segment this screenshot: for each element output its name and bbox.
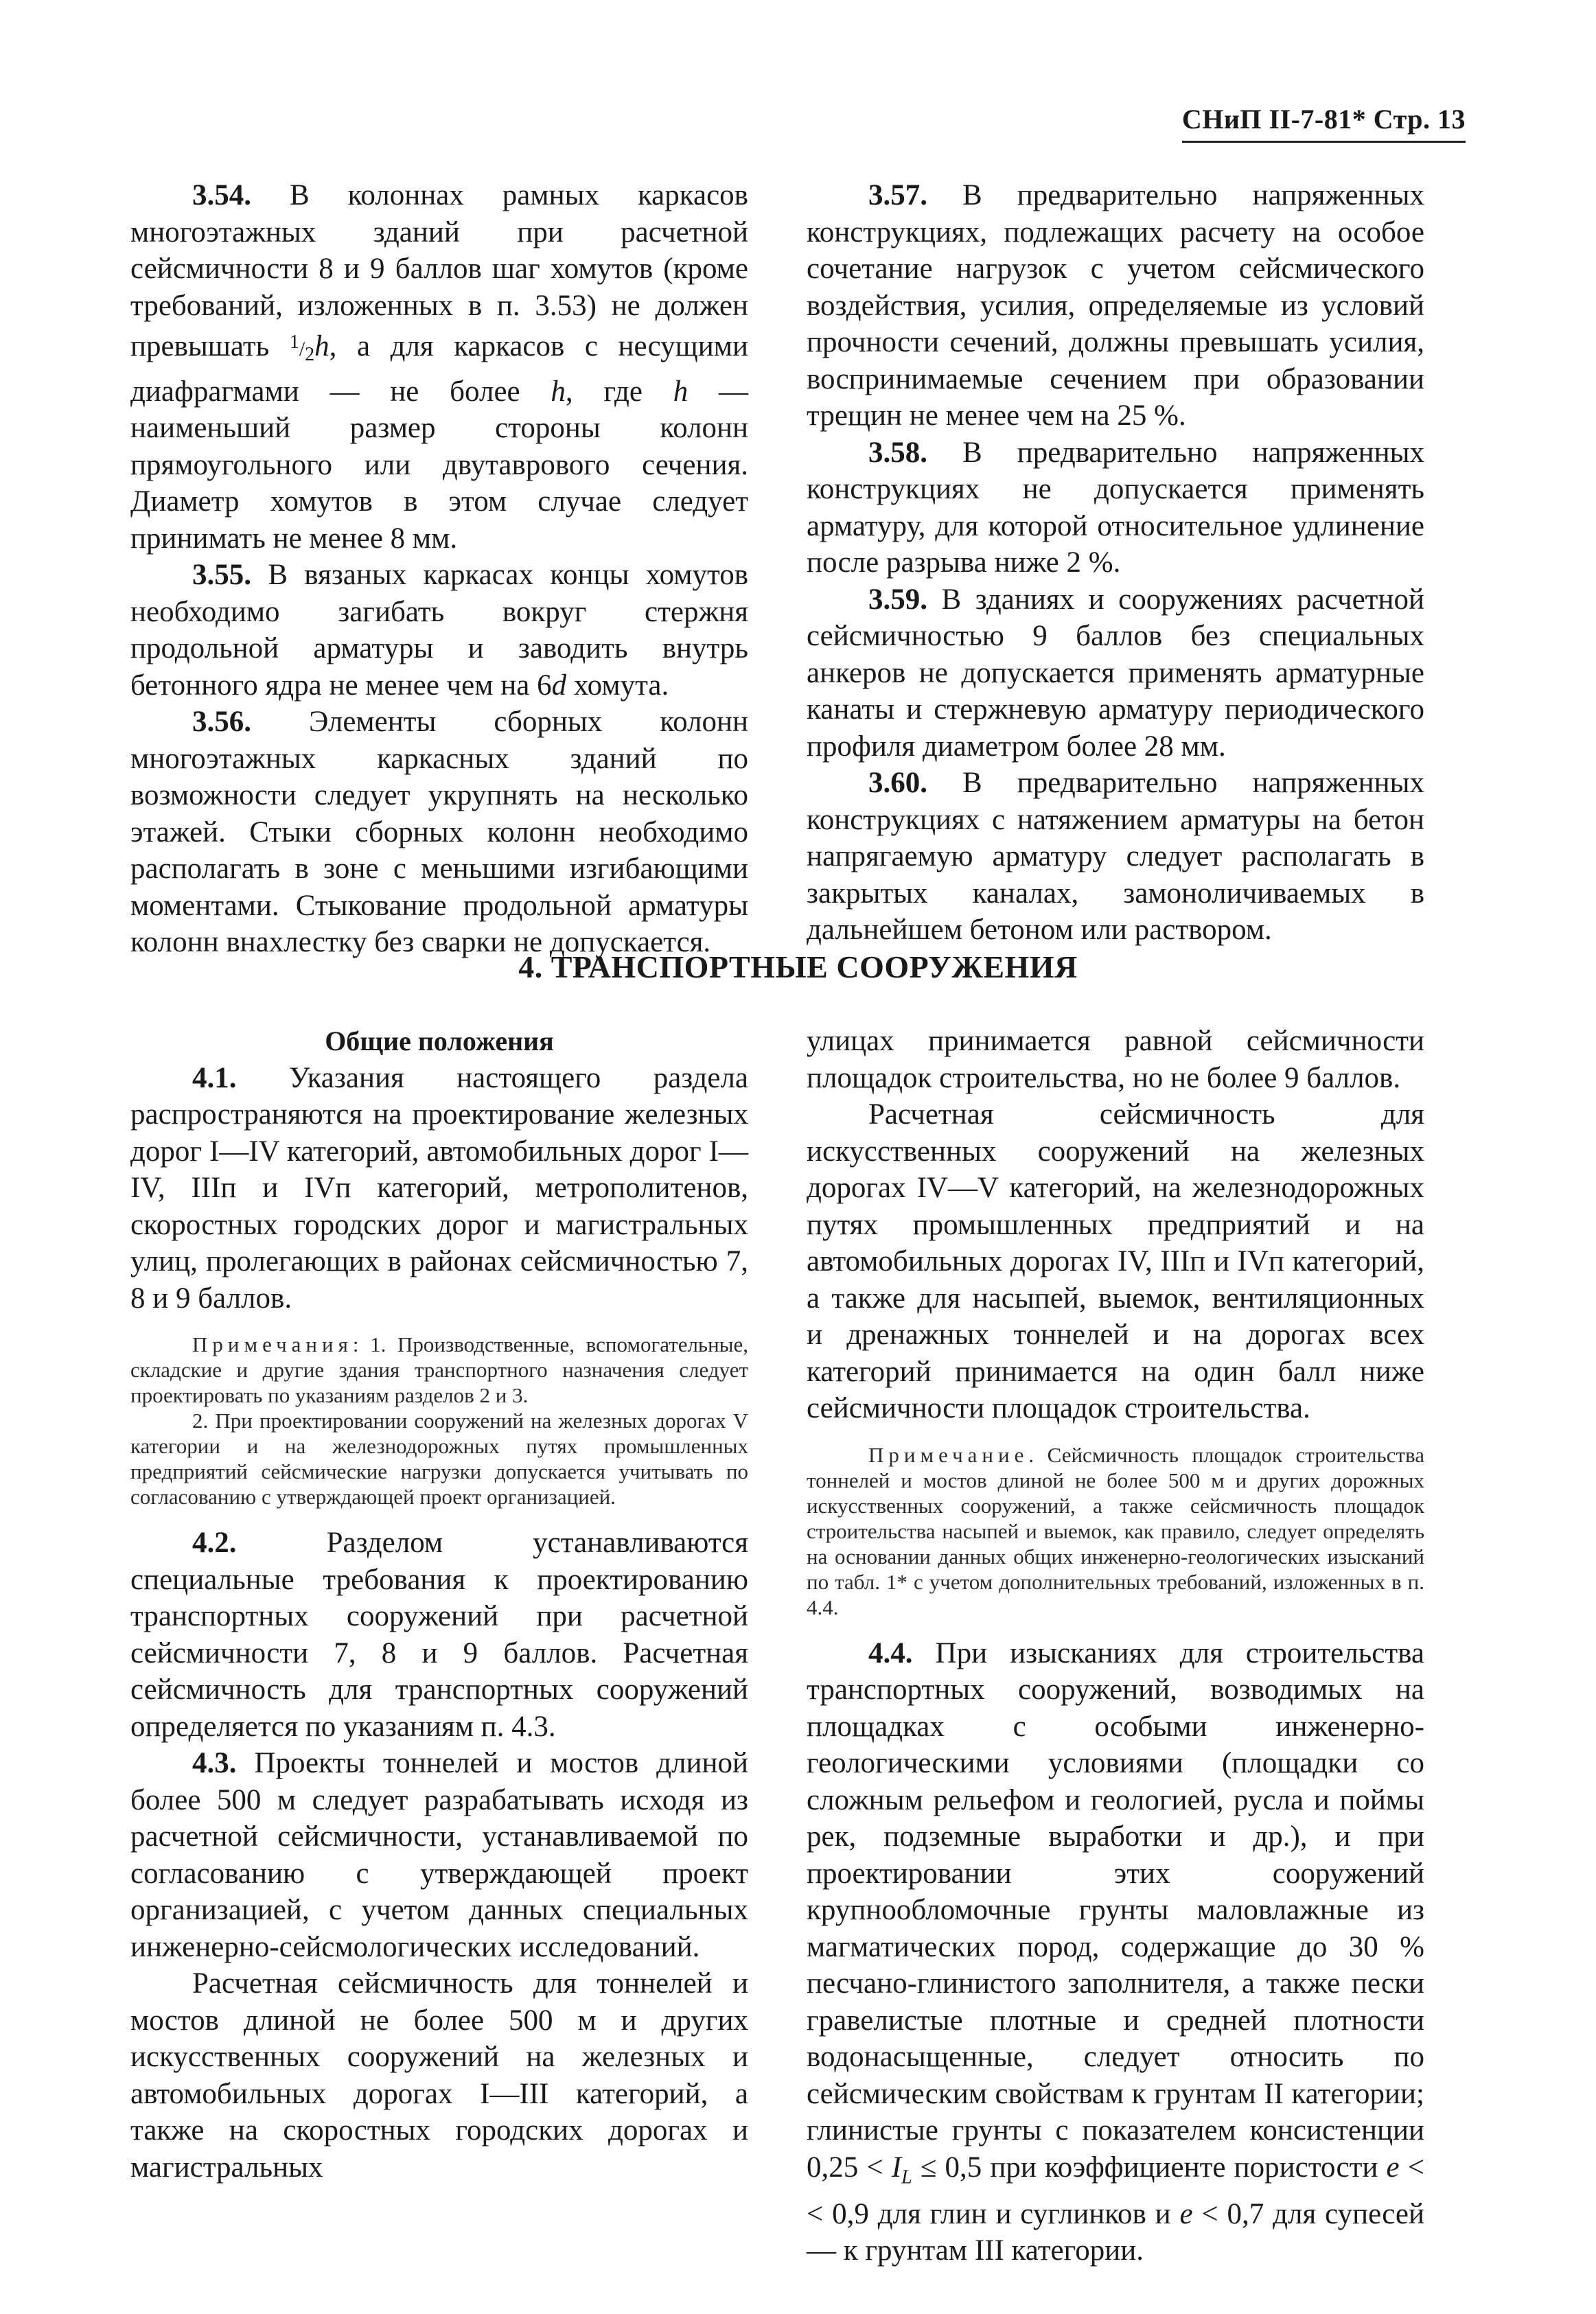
clause-number: 3.55. [192,559,251,591]
paragraph-4-3: 4.3. Проекты тоннелей и мостов длиной более 500 м следует разрабатывать исходя из расчетной сейсмичности, устанавливаемой по согласованию с утверждающей проект организацией, с учетом данных специальных инженерно-сейсмологических исследований. [130,1747,748,1963]
paragraph-3-56: 3.56. Элементы сборных колонн многоэтажных каркасных зданий по возможности следует укрупнять на несколько этажей. Стыки сборных колонн необходимо располагать в зоне с меньшими изгибающими моментами. Стыкование продольной арматуры колонн внахлестку без сварки не допускается. [130,706,748,958]
clause-number: 3.60. [868,767,927,799]
paragraph-3-58: 3.58. В предварительно напряженных конструкциях не допускается применять арматуру, для которой относительное удлинение после разрыва ниже 2 %. [807,436,1424,579]
running-head: СНиП II-7-81* Стр. 13 [1182,103,1466,143]
section-title: 4. ТРАНСПОРТНЫЕ СООРУЖЕНИЯ [518,949,1078,984]
paragraph-3-60: 3.60. В предварительно напряженных конструкциях с натяжением арматуры на бетон напрягаемую арматуру следует располагать в закрытых каналах, замоноличиваемых в дальнейшем бетоном или раствором. [807,767,1424,946]
top-right-column [807,177,1424,949]
note-label: Примечание [868,1442,1029,1467]
paragraph-4-3-continued: Расчетная сейсмичность для тоннелей и мостов длиной не более 500 м и других искусственных сооружений на железных и автомобильных дорогах I—III категорий, а также на скоростных городских дорогах и магистральных [130,1967,748,2184]
clause-number: 4.4. [868,1636,913,1669]
clause-number: 4.2. [192,1527,237,1559]
clause-number: 3.54. [192,179,251,211]
paragraph-3-54: 3.54. В колоннах рамных каркасов многоэтажных зданий при расчетной сейсмичности 8 и 9 баллов шаг хомутов (кроме требований, изложенных в п. 3.53) не должен превышать $^1/_2h$, а для каркасов с несущими диафрагмами — не более h, где h — наименьший размер стороны колонн прямоугольного или двутаврового сечения. Диаметр хомутов в этом случае следует принимать не менее 8 мм. [130,179,749,555]
clause-number: 4.1. [192,1061,237,1094]
clause-number: 3.58. [868,436,927,469]
paragraph-4-2: 4.2. Разделом устанавливаются специальные требования к проектированию транспортных сооружений при расчетной сейсмичности 7, 8 и 9 баллов. Расчетная сейсмичность для транспортных сооружений определяется по указаниям п. 4.3. [130,1527,748,1743]
paragraph-seismicity: Расчетная сейсмичность для искусственных сооружений на железных дорогах IV—V категорий, на железнодорожных путях промышленных предприятий и на автомобильных дорогах IV, IIIп и IVп категорий, а также для насыпей, выемок, вентиляционных и дренажных тоннелей и на дорогах всех категорий принимается на один балл ниже сейсмичности площадок строительства. [807,1098,1424,1424]
note-1: Примечания: 1. Производственные, вспомогательные, складские и другие здания транспортного назначения следует проектировать по указаниям разделов 2 и 3. [130,1332,748,1407]
paragraph-4-1: 4.1. Указания настоящего раздела распространяются на проектирование железных дорог I—IV категорий, автомобильных дорог I—IV, IIIп и IVп категорий, метрополитенов, скоростных городских дорог и магистральных улиц, пролегающих в районах сейсмичностью 7, 8 и 9 баллов. [130,1061,748,1315]
fraction-one-half: $^1/_2$ [289,332,315,365]
note-2: 2. При проектировании сооружений на железных дорогах V категории и на железнодорожных путях промышленных предприятий сейсмические нагрузки допускается учитывать по согласованию с утверждающей проект организацией. [130,1409,748,1509]
clause-number: 3.57. [868,179,927,211]
bottom-right-column [807,1023,1424,2269]
clause-number: 3.59. [868,583,927,616]
note-block [807,1442,1424,1620]
note-label: Примечания [192,1332,353,1356]
clause-number: 4.3. [192,1747,237,1779]
paragraph-4-4: 4.4. При изысканиях для строительства транспортных сооружений, возводимых на площадках с особыми инженерно-геологическими условиями (площадки со сложным рельефом и геологией, русла и поймы рек, подземные выработки и др.), и при проектировании этих сооружений крупнообломочные грунты маловлажные из магматических пород, содержащие до 30 % песчано-глинистого заполнителя, а также пески гравелистые плотные и средней плотности водонасыщенные, следует относить по сейсмическим свойствам к грунтам II категории; глинистые грунты с показателем консистенции $0,25 < I_L \le 0,5$ при коэффициенте пористости e < < 0,9 для глин и суглинков и e < 0,7 для супесей — к грунтам III категории. [807,1636,1424,2267]
bottom-left-column [130,1023,748,2186]
notes-block [130,1332,748,1509]
note: Примечание. Сейсмичность площадок строительства тоннелей и мостов длиной не более 500 м и других дорожных искусственных сооружений, а также сейсмичность площадок строительства насыпей и выемок, как правило, следует определять на основании данных общих инженерно-геологических изысканий по табл. 1* с учетом дополнительных требований, изложенных в п. 4.4. [807,1442,1424,1619]
subsection-heading: Общие положения [325,1026,554,1056]
paragraph-3-57: 3.57. В предварительно напряженных конструкциях, подлежащих расчету на особое сочетание нагрузок с учетом сейсмического воздействия, усилия, определяемые из условий прочности сечений, должны превышать усилия, воспринимаемые сечением при образовании трещин не менее чем на 25 %. [807,179,1424,432]
paragraph-3-55: 3.55. В вязаных каркасах концы хомутов необходимо загибать вокруг стержня продольной арматуры и заводить внутрь бетонного ядра не менее чем на 6d хомута. [130,559,748,702]
paragraph-continuation: улицах принимается равной сейсмичности площадок строительства, но не более 9 баллов. [807,1025,1424,1094]
top-left-column [130,177,748,961]
paragraph-3-59: 3.59. В зданиях и сооружениях расчетной сейсмичностью 9 баллов без специальных анкеров не допускается применять арматурные канаты и стержневую арматуру периодического профиля диаметром более 28 мм. [807,583,1424,763]
clause-number: 3.56. [192,706,251,738]
